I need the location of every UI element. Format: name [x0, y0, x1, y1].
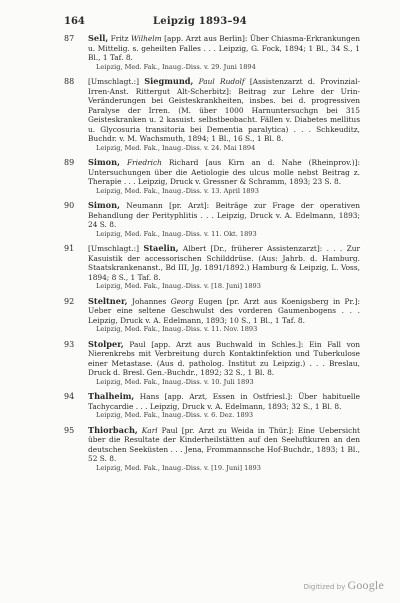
- list-item: [64, 34, 360, 71]
- entry-number: 94: [64, 392, 75, 401]
- list-item: [64, 158, 360, 195]
- list-item: [64, 201, 360, 238]
- entry-given-name-italic: Georg: [170, 296, 194, 306]
- entry-number: 89: [64, 158, 75, 167]
- entry-note: Leipzig, Med. Fak., Inaug.-Diss. v. 29. Juni 1894: [96, 62, 256, 71]
- entry-prefix: [Umschlagt.:]: [88, 244, 140, 253]
- entry-body: [88, 426, 360, 464]
- entry-author: Simon,: [88, 200, 120, 210]
- list-item: [64, 77, 360, 152]
- entry-number: 90: [64, 201, 75, 210]
- entry-text: Beiträge zur Frage der operativen Behandlung der Perityphlitis . . . Leipzig, Druck v. A. Edelmann, 1893; 24 S. 8.: [88, 201, 360, 229]
- entry-note: Leipzig, Med. Fak., Inaug.-Diss. v. 13. April 1893: [96, 186, 259, 195]
- list-item: [64, 392, 360, 420]
- entry-body: [88, 34, 360, 63]
- entry-list: [64, 34, 360, 478]
- entry-author: Thiorbach,: [88, 424, 138, 435]
- entry-given-name: Fritz: [110, 34, 129, 43]
- entry-text: Eugen [pr. Arzt aus Koenigsberg in Pr.]: Ueber eine seltene Geschwulst des vorderen Gaumenbogens . . . Leipzig, Druck v. A. Edelmann, 1893; 10 S., 1 Bl., 1 Taf. 8.: [88, 296, 360, 325]
- entry-body: [88, 392, 360, 411]
- entry-note: Leipzig, Med. Fak., Inaug.-Diss. v. [18. Juni] 1893: [96, 282, 261, 290]
- entry-given-name-italic: Karl: [141, 425, 158, 435]
- entry-number: 95: [64, 425, 75, 435]
- entry-author: Steltner,: [88, 295, 128, 306]
- entry-given-name: Neumann [pr. Arzt]:: [126, 201, 210, 210]
- list-item: [64, 244, 360, 291]
- entry-given-name: Albert [Dr., früherer Assistenzarzt]:: [182, 244, 323, 253]
- entry-body: [88, 158, 360, 187]
- entry-author: Stolper,: [88, 338, 124, 349]
- entry-given-name: Paul [app. Arzt aus Buchwald in Schles.]:: [129, 339, 304, 349]
- entry-text: [Assistenzarzt d. Provinzial-Irren-Anst. Rittergut Alt-Scherbitz]: Beitrag zur Lehre der Urin-Veränderungen bei Geisteskrankheiten, insbes. bei d. progressiven Paralyse der Irren. (M. über 1000 Harnuntersuchgn bei 315 Geisteskranken u. 2 kasuist. selbstbeobacht. Fällen v. Diabetes mellitus u. Glycosuria transitoria bei Dementia paralytica) . . . Schkeuditz, Buchdr. v. M. Wachsmuth, 1894; 1 Bl., 16 S., 1 Bl. 8.: [88, 77, 360, 143]
- list-item: [64, 426, 360, 473]
- entry-given-name-italic: Wilhelm: [130, 34, 162, 43]
- entry-author: Siegmund,: [144, 76, 194, 86]
- entry-number: 87: [64, 34, 75, 43]
- entry-text: Ein Fall von Nierenkrebs mit Verbreitung durch Kontaktinfektion und Tuberkulose einer Metastase. (Aus d. patholog. Institut zu Leipzig.) . . . Breslau, Druck d. Bresl. Gen.-Buchdr., 1892; 32 S., 1 Bl. 8.: [88, 339, 360, 377]
- entry-text: Über habituelle Tachycardie . . . Leipzig, Druck v. A. Edelmann, 1893; 32 S., 1 Bl. 8.: [88, 392, 360, 411]
- entry-number: 91: [64, 244, 75, 253]
- entry-body: [88, 201, 360, 230]
- page-header: [0, 16, 400, 30]
- entry-text: . . . Zur Kasuistik der accessorischen Schilddrüse. (Aus: Jahrb. d. Hamburg. Staatskrankenanst., Bd III, Jg. 1891/1892.) Hamburg & Leipzig, L. Voss, 1894; 8 S., 1 Taf. 8.: [88, 244, 360, 282]
- entry-text: Richard [aus Kirn an d. Nahe (Rheinprov.)]: Untersuchungen über die Aetiologie des ulcus molle nebst Beitrag z. Therapie . . . Leipzig, Druck v. Gressner & Schramm, 1893; 23 S. 8.: [88, 158, 360, 186]
- entry-prefix: [Umschlagt.:]: [88, 77, 140, 86]
- entry-number: 93: [64, 339, 75, 349]
- entry-author: Sell,: [88, 33, 109, 43]
- entry-author: Staelin,: [143, 243, 179, 253]
- entry-author: Thalheim,: [88, 391, 135, 401]
- digitized-watermark: [304, 578, 384, 593]
- entry-given-name-italic: Paul Rudolf: [198, 77, 245, 86]
- entry-body: [88, 244, 360, 282]
- entry-given-name: Hans [app. Arzt, Essen in Ostfriesl.]:: [139, 392, 293, 401]
- entry-given-name-italic: Friedrich: [126, 158, 162, 167]
- entry-number: 88: [64, 77, 75, 86]
- entry-body: [88, 340, 360, 378]
- page-number: 164: [64, 16, 85, 27]
- entry-text: Paul [pr. Arzt zu Weida in Thür.]: Eine Uebersicht über die Resultate der Kinderheilstätten auf den Seeluftkuren an den deutschen Seeküsten . . . Jena, Frommannsche Hof-Buchdr., 1893; 1 Bl., 52 S. 8.: [88, 425, 360, 463]
- entry-given-name: Johannes: [131, 296, 167, 306]
- list-item: [64, 340, 360, 387]
- entry-body: [88, 77, 360, 144]
- list-item: [64, 297, 360, 334]
- entry-note: Leipzig, Med. Fak., Inaug.-Diss. v. 6. Dez. 1893: [96, 411, 254, 419]
- watermark-prefix: Digitized by: [303, 583, 346, 591]
- entry-author: Simon,: [88, 157, 120, 167]
- entry-text: [app. Arzt aus Berlin]: Über Chiasma-Erkrankungen u. Mittelig. s. geheilten Falles . . . Leipzig, G. Fock, 1894; 1 Bl., 34 S., 1 Bl., 1 Taf. 8.: [88, 34, 360, 62]
- google-logo: Google: [347, 578, 384, 592]
- entry-number: 92: [64, 296, 75, 306]
- entry-note: Leipzig, Med. Fak., Inaug.-Diss. v. 11. Okt. 1893: [96, 229, 257, 238]
- entry-note: Leipzig, Med. Fak., Inaug.-Diss. v. 10. Juli 1893: [96, 377, 254, 386]
- entry-note: Leipzig, Med. Fak., Inaug.-Diss. v. [19. Juni] 1893: [96, 463, 261, 472]
- entry-note: Leipzig, Med. Fak., Inaug.-Diss. v. 24. Mai 1894: [96, 143, 256, 152]
- running-title: Leipzig 1893–94: [153, 16, 247, 27]
- entry-body: [88, 297, 360, 326]
- entry-note: Leipzig, Med. Fak., Inaug.-Diss. v. 11. Nov. 1893: [96, 325, 258, 333]
